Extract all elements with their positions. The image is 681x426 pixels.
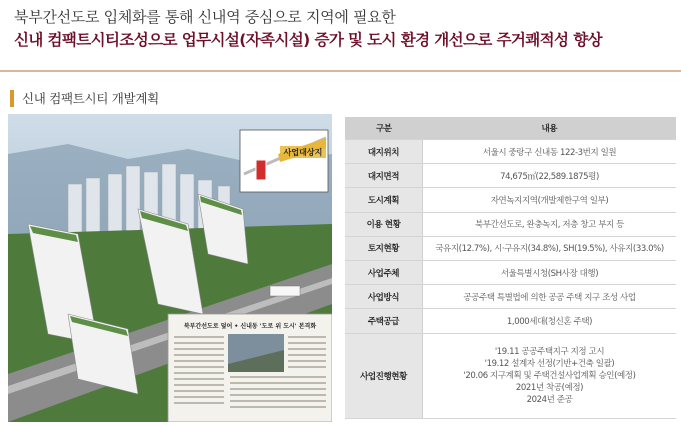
row-key: 사업주체 xyxy=(345,260,423,284)
row-key: 사업방식 xyxy=(345,285,423,309)
section-heading xyxy=(10,88,159,108)
section-accent-bar xyxy=(10,90,14,107)
row-key: 이용 현황 xyxy=(345,212,423,236)
row-key: 대지위치 xyxy=(345,140,423,164)
table-header-value: 내용 xyxy=(423,117,677,140)
row-key: 사업진행현황 xyxy=(345,333,423,418)
headline xyxy=(14,6,674,52)
row-value: 74,675㎡(22,589.1875평) xyxy=(423,164,677,188)
table-row xyxy=(345,260,676,284)
row-key: 토지현황 xyxy=(345,236,423,260)
table-row xyxy=(345,212,676,236)
schedule-item: '20.06 지구계획 및 주택건설사업계획 승인(예정) xyxy=(463,370,636,381)
header-divider xyxy=(0,70,681,72)
news-clipping-headline: 북부간선도로 덮어 • 신내동 '도로 위 도시' 본격화 xyxy=(183,323,317,330)
table-row xyxy=(345,309,676,333)
table-row-schedule xyxy=(345,333,676,418)
row-key: 대지면적 xyxy=(345,164,423,188)
schedule-item: '19.11 공공주택지구 지정 고시 xyxy=(494,346,605,357)
row-value: 국유지(12.7%), 시·구유지(34.8%), SH(19.5%), 사유지(33.0%) xyxy=(423,236,677,260)
table-row xyxy=(345,236,676,260)
table-header-key: 구분 xyxy=(345,117,423,140)
schedule-list xyxy=(423,333,677,418)
row-value: 1,000세대(청신혼 주택) xyxy=(423,309,677,333)
row-value: 북부간선도로, 완충녹지, 저층 창고 부지 등 xyxy=(423,212,677,236)
table-row xyxy=(345,140,676,164)
location-map-inset xyxy=(240,130,328,192)
headline-line-1: 북부간선도로 입체화를 통해 신내역 중심으로 지역에 필요한 xyxy=(14,8,396,26)
row-value: 서울시 중랑구 신내동 122-3번지 일원 xyxy=(423,140,677,164)
row-key: 도시계획 xyxy=(345,188,423,212)
project-info-table xyxy=(345,117,676,419)
section-title: 신내 컴팩트시티 개발계획 xyxy=(22,91,159,106)
table-row xyxy=(345,188,676,212)
table-row xyxy=(345,285,676,309)
aerial-rendering xyxy=(8,114,332,422)
row-value: 서울특별시청(SH사장 대행) xyxy=(423,260,677,284)
row-value: 공공주택 특별법에 의한 공공 주택 지구 조성 사업 xyxy=(423,285,677,309)
row-key: 주택공급 xyxy=(345,309,423,333)
schedule-item: '19.12 설계자 선정(기반+건축 일괄) xyxy=(484,358,615,369)
schedule-item: 2021년 착공(예정) xyxy=(515,382,584,393)
table-row xyxy=(345,164,676,188)
map-inset-label: 사업대상지 xyxy=(283,148,323,157)
headline-line-2: 신내 컴팩트시티조성으로 업무시설(자족시설) 증가 및 도시 환경 개선으로 주거쾌적성 향상 xyxy=(14,31,602,49)
rendering-image xyxy=(8,114,332,422)
row-value: 자연녹지지역(개발제한구역 일부) xyxy=(423,188,677,212)
schedule-item: 2024년 준공 xyxy=(526,394,573,405)
table-header-row xyxy=(345,117,676,140)
